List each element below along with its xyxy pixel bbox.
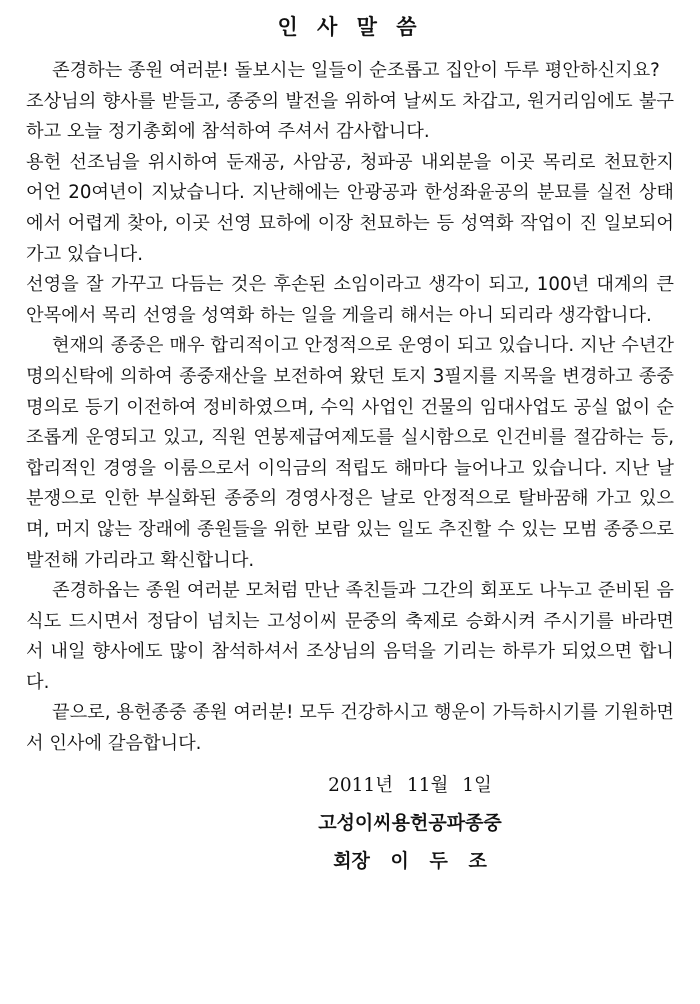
letter-title: 인 사 말 씀	[277, 15, 423, 39]
paragraph-management: 현재의 종중은 매우 합리적이고 안정적으로 운영이 되고 있습니다. 지난 수년간 명의신탁에 의하여 종중재산을 보전하여 왔던 토지 3필지를 지목을 변경하고 종중명의로 등기 이전하여 정비하였으며, 수익 사업인 건물의 임대사업도 공실 없이 순조롭게 운영되고 있고, 직원 연봉제급여제도를 실시함으로 인건비를 절감하는 등, 합리적인 경영을 이룸으로서 이익금의 적립도 해마다 늘어나고 있습니다. 지난 날 분쟁으로 인한 부실화된 종중의 경영사정은 날로 안정적으로 탈바꿈해 가고 있으며, 머지 않는 장래에 종원들을 위한 보람 있는 일도 추진할 수 있는 모범 종중으로 발전해 가리라고 확신합니다.	[26, 335, 674, 571]
paragraph-closing: 끝으로, 용헌종중 종원 여러분! 모두 건강하시고 행운이 가득하시기를 기원하면서 인사에 갈음합니다.	[26, 702, 674, 755]
signature-block	[26, 770, 674, 880]
paragraph-thanks: 조상님의 향사를 받들고, 종중의 발전을 위하여 날씨도 차갑고, 원거리임에도 불구하고 오늘 정기총회에 참석하여 주셔서 감사합니다.	[26, 90, 674, 143]
paragraph-ancestral-site: 선영을 잘 가꾸고 다듬는 것은 후손된 소임이라고 생각이 되고, 100년 대계의 큰 안목에서 목리 선영을 성역화 하는 일을 게을리 해서는 아니 되리라 생각합니다.	[26, 274, 674, 326]
paragraph-greeting: 존경하는 종원 여러분! 돌보시는 일들이 순조롭고 집안이 두루 평안하신지요?	[52, 60, 660, 81]
paragraph-festival: 존경하옵는 종원 여러분 모처럼 만난 족친들과 그간의 회포도 나누고 준비된 음식도 드시면서 정담이 넘치는 고성이씨 문중의 축제로 승화시켜 주시기를 바라면서 내일 향사에도 많이 참석하셔서 조상님의 음덕을 기리는 하루가 되었으면 합니다.	[26, 580, 674, 693]
letter-body	[26, 56, 674, 760]
signature-date: 2011년 11월 1일	[328, 774, 492, 796]
signature-organization: 고성이씨용헌공파종중	[318, 811, 502, 834]
paragraph-relocation: 용헌 선조님을 위시하여 둔재공, 사암공, 청파공 내외분을 이곳 목리로 천묘한지 어언 20여년이 지났습니다. 지난해에는 안광공과 한성좌윤공의 분묘를 실전 상태에서 어렵게 찾아, 이곳 선영 묘하에 이장 천묘하는 등 성역화 작업이 진 일보되어 가고 있습니다.	[26, 151, 674, 265]
signature-chairman: 회장 이 두 조	[333, 849, 487, 872]
